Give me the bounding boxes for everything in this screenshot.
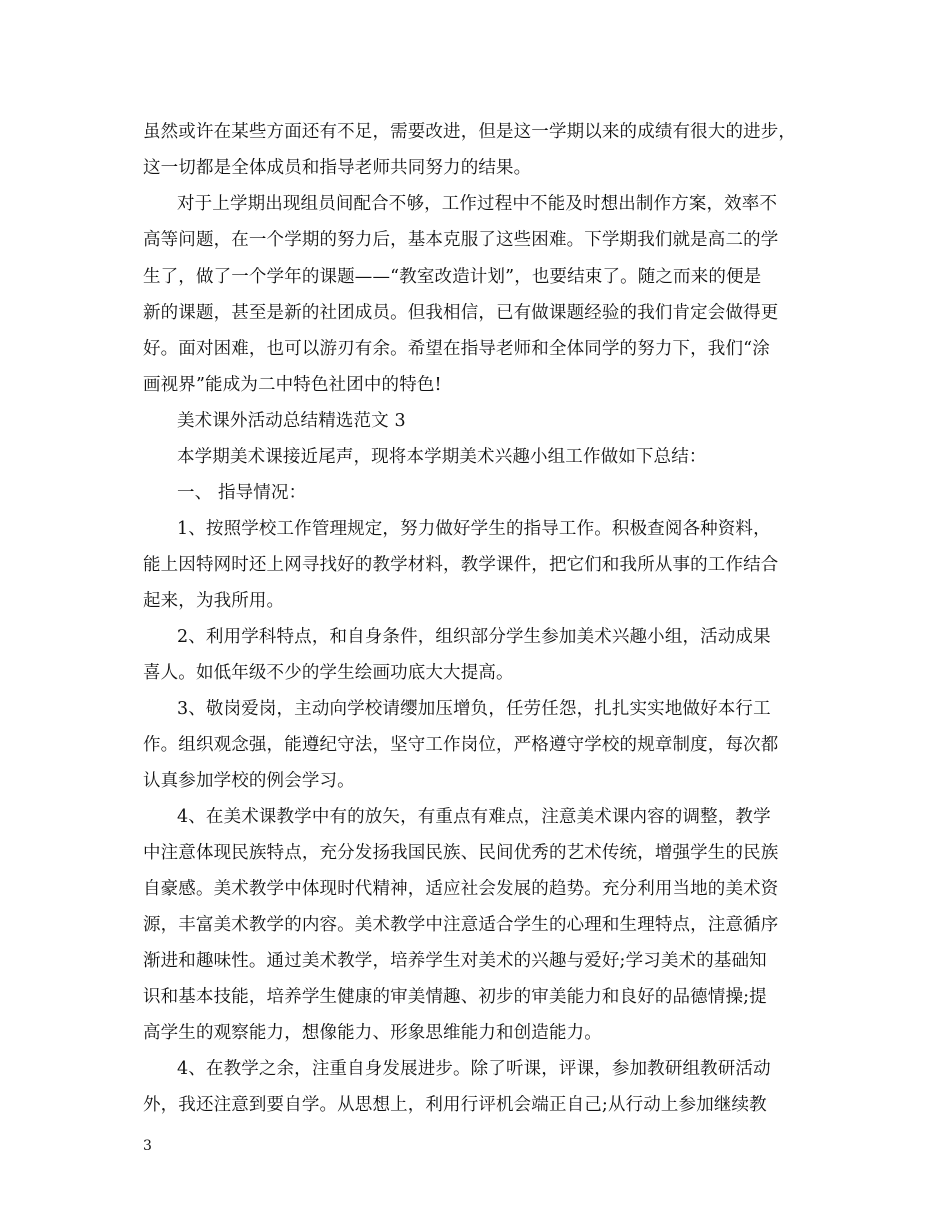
text-line: 生了，做了一个学年的课题——“教室改造计划”，也要结束了。随之而来的便是 [143,267,762,287]
text-line: 渐进和趣味性。通过美术教学，培养学生对美术的兴趣与爱好;学习美术的基础知 [143,951,767,971]
text-line: 2、利用学科特点，和自身条件，组织部分学生参加美术兴趣小组，活动成果 [177,627,771,647]
text-line: 自豪感。美术教学中体现时代精神，适应社会发展的趋势。充分利用当地的美术资 [143,879,779,899]
subsection-heading: 一、 指导情况： [177,483,307,503]
text-line: 能上因特网时还上网寻找好的教学材料，教学课件，把它们和我所从事的工作结合 [143,555,779,575]
text-line: 高学生的观察能力，想像能力、形象思维能力和创造能力。 [143,1023,602,1043]
text-line: 喜人。如低年级不少的学生绘画功底大大提高。 [143,663,514,683]
text-line: 新的课题，甚至是新的社团成员。但我相信，已有做课题经验的我们肯定会做得更 [143,303,779,323]
text-line: 起来，为我所用。 [143,591,285,611]
text-line: 虽然或许在某些方面还有不足，需要改进，但是这一学期以来的成绩有很大的进步， [143,122,797,142]
text-line: 3、敬岗爱岗，主动向学校请缨加压增负，任劳任怨，扎扎实实地做好本行工 [177,699,771,719]
text-line: 中注意体现民族特点，充分发扬我国民族、民间优秀的艺术传统，增强学生的民族 [143,843,779,863]
text-line: 本学期美术课接近尾声，现将本学期美术兴趣小组工作做如下总结： [177,447,707,467]
text-line: 对于上学期出现组员间配合不够，工作过程中不能及时想出制作方案，效率不 [177,194,778,214]
text-line: 外，我还注意到要自学。从思想上，利用行评机会端正自己;从行动上参加继续教 [143,1095,767,1115]
text-line: 高等问题，在一个学期的努力后，基本克服了这些困难。下学期我们就是高二的学 [143,230,779,250]
text-line: 作。组织观念强，能遵纪守法，坚守工作岗位，严格遵守学校的规章制度，每次都 [143,735,779,755]
text-line: 这一切都是全体成员和指导老师共同努力的结果。 [143,158,532,178]
text-line: 1、按照学校工作管理规定，努力做好学生的指导工作。积极查阅各种资料， [177,519,771,539]
text-line: 识和基本技能，培养学生健康的审美情趣、初步的审美能力和良好的品德情操;提 [143,987,767,1007]
page-number: 3 [143,1138,152,1154]
text-line: 认真参加学校的例会学习。 [143,771,355,791]
text-line: 好。面对困难，也可以游刃有余。希望在指导老师和全体同学的努力下，我们“涂 [143,339,770,359]
text-line: 画视界”能成为二中特色社团中的特色! [143,375,442,395]
section-heading: 美术课外活动总结精选范文 3 [177,411,406,431]
text-line: 4、在美术课教学中有的放矢，有重点有难点，注意美术课内容的调整，教学 [177,807,771,827]
text-line: 4、在教学之余，注重自身发展进步。除了听课，评课，参加教研组教研活动 [177,1059,771,1079]
text-line: 源，丰富美术教学的内容。美术教学中注意适合学生的心理和生理特点，注意循序 [143,915,779,935]
